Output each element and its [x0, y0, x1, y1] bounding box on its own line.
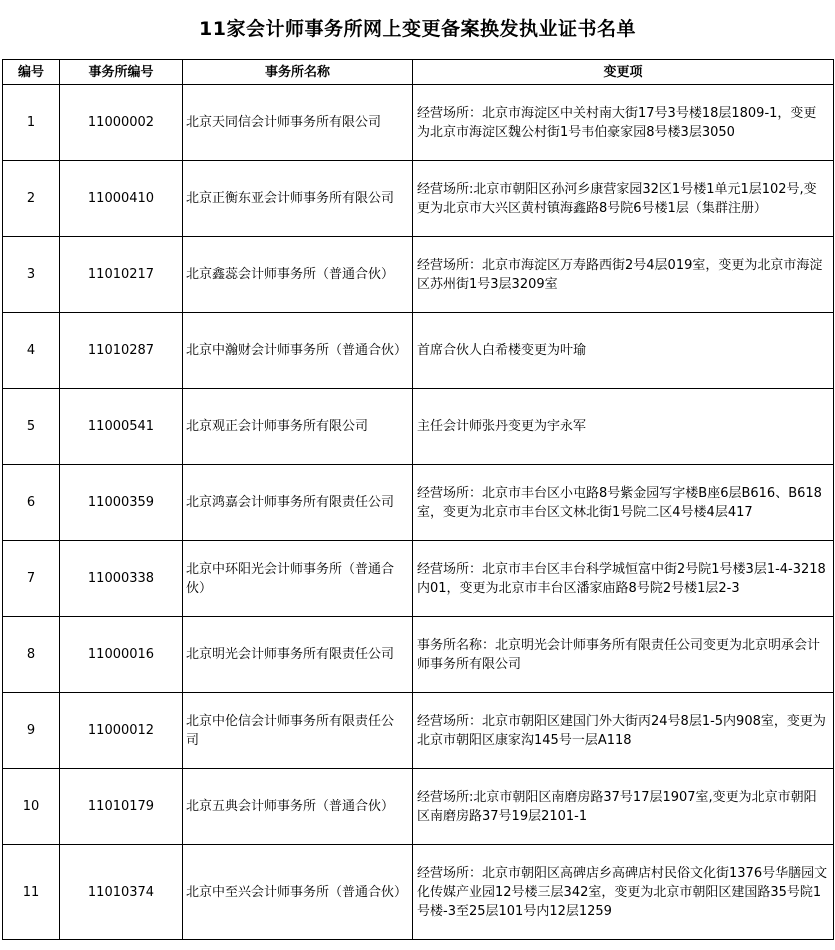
table-row [3, 693, 834, 769]
table-header-row [3, 60, 834, 85]
row-code: 11000012 [60, 693, 183, 769]
table-row [3, 389, 834, 465]
row-num: 10 [3, 769, 60, 845]
table-row [3, 769, 834, 845]
row-change: 经营场所：北京市海淀区万寿路西街2号4层019室，变更为北京市海淀区苏州街1号3层3209室 [413, 237, 834, 313]
row-change: 经营场所：北京市丰台区丰台科学城恒富中街2号院1号楼3层1-4-3218内01，变更为北京市丰台区潘家庙路8号院2号楼1层2-3 [413, 541, 834, 617]
header-name: 事务所名称 [183, 60, 413, 85]
row-name: 北京中伦信会计师事务所有限责任公司 [183, 693, 413, 769]
row-num: 3 [3, 237, 60, 313]
table-row [3, 465, 834, 541]
row-num: 6 [3, 465, 60, 541]
row-change: 事务所名称：北京明光会计师事务所有限责任公司变更为北京明承会计师事务所有限公司 [413, 617, 834, 693]
row-name: 北京明光会计师事务所有限责任公司 [183, 617, 413, 693]
row-change: 主任会计师张丹变更为宇永军 [413, 389, 834, 465]
row-num: 8 [3, 617, 60, 693]
document-title: 11家会计师事务所网上变更备案换发执业证书名单 [199, 18, 636, 40]
row-name: 北京观正会计师事务所有限公司 [183, 389, 413, 465]
row-change: 经营场所:北京市朝阳区孙河乡康营家园32区1号楼1单元1层102号,变更为北京市大兴区黄村镇海鑫路8号院6号楼1层（集群注册） [413, 161, 834, 237]
row-num: 1 [3, 85, 60, 161]
row-code: 11010217 [60, 237, 183, 313]
row-num: 5 [3, 389, 60, 465]
row-name: 北京五典会计师事务所（普通合伙） [183, 769, 413, 845]
row-name: 北京中至兴会计师事务所（普通合伙） [183, 845, 413, 940]
table-row [3, 85, 834, 161]
row-change: 经营场所：北京市朝阳区建国门外大街丙24号8层1-5内908室，变更为北京市朝阳区康家沟145号一层A118 [413, 693, 834, 769]
row-code: 11010374 [60, 845, 183, 940]
row-code: 11000002 [60, 85, 183, 161]
row-code: 11010179 [60, 769, 183, 845]
row-change: 经营场所：北京市海淀区中关村南大街17号3号楼18层1809-1，变更为北京市海淀区魏公村街1号韦伯豪家园8号楼3层3050 [413, 85, 834, 161]
row-name: 北京鑫蕊会计师事务所（普通合伙） [183, 237, 413, 313]
row-code: 11000338 [60, 541, 183, 617]
row-code: 11000359 [60, 465, 183, 541]
table-row [3, 845, 834, 940]
row-num: 2 [3, 161, 60, 237]
header-code: 事务所编号 [60, 60, 183, 85]
row-num: 7 [3, 541, 60, 617]
row-change: 首席合伙人白希楼变更为叶瑜 [413, 313, 834, 389]
row-name: 北京中瀚财会计师事务所（普通合伙） [183, 313, 413, 389]
row-name: 北京正衡东亚会计师事务所有限公司 [183, 161, 413, 237]
row-name: 北京鸿嘉会计师事务所有限责任公司 [183, 465, 413, 541]
row-num: 11 [3, 845, 60, 940]
header-num: 编号 [3, 60, 60, 85]
header-change: 变更项 [413, 60, 834, 85]
table-row [3, 617, 834, 693]
row-num: 4 [3, 313, 60, 389]
row-change: 经营场所:北京市朝阳区南磨房路37号17层1907室,变更为北京市朝阳区南磨房路37号19层2101-1 [413, 769, 834, 845]
firm-change-table [2, 59, 834, 940]
row-code: 11000541 [60, 389, 183, 465]
table-row [3, 313, 834, 389]
row-num: 9 [3, 693, 60, 769]
row-code: 11000016 [60, 617, 183, 693]
row-name: 北京天同信会计师事务所有限公司 [183, 85, 413, 161]
row-name: 北京中环阳光会计师事务所（普通合伙） [183, 541, 413, 617]
table-row [3, 541, 834, 617]
table-row [3, 161, 834, 237]
row-code: 11010287 [60, 313, 183, 389]
table-row [3, 237, 834, 313]
row-change: 经营场所：北京市丰台区小屯路8号紫金园写字楼B座6层B616、B618室，变更为北京市丰台区文林北街1号院二区4号楼4层417 [413, 465, 834, 541]
row-change: 经营场所：北京市朝阳区高碑店乡高碑店村民俗文化街1376号华膳园文化传媒产业园12号楼三层342室，变更为北京市朝阳区建国路35号院1号楼-3至25层101号内12层1259 [413, 845, 834, 940]
row-code: 11000410 [60, 161, 183, 237]
